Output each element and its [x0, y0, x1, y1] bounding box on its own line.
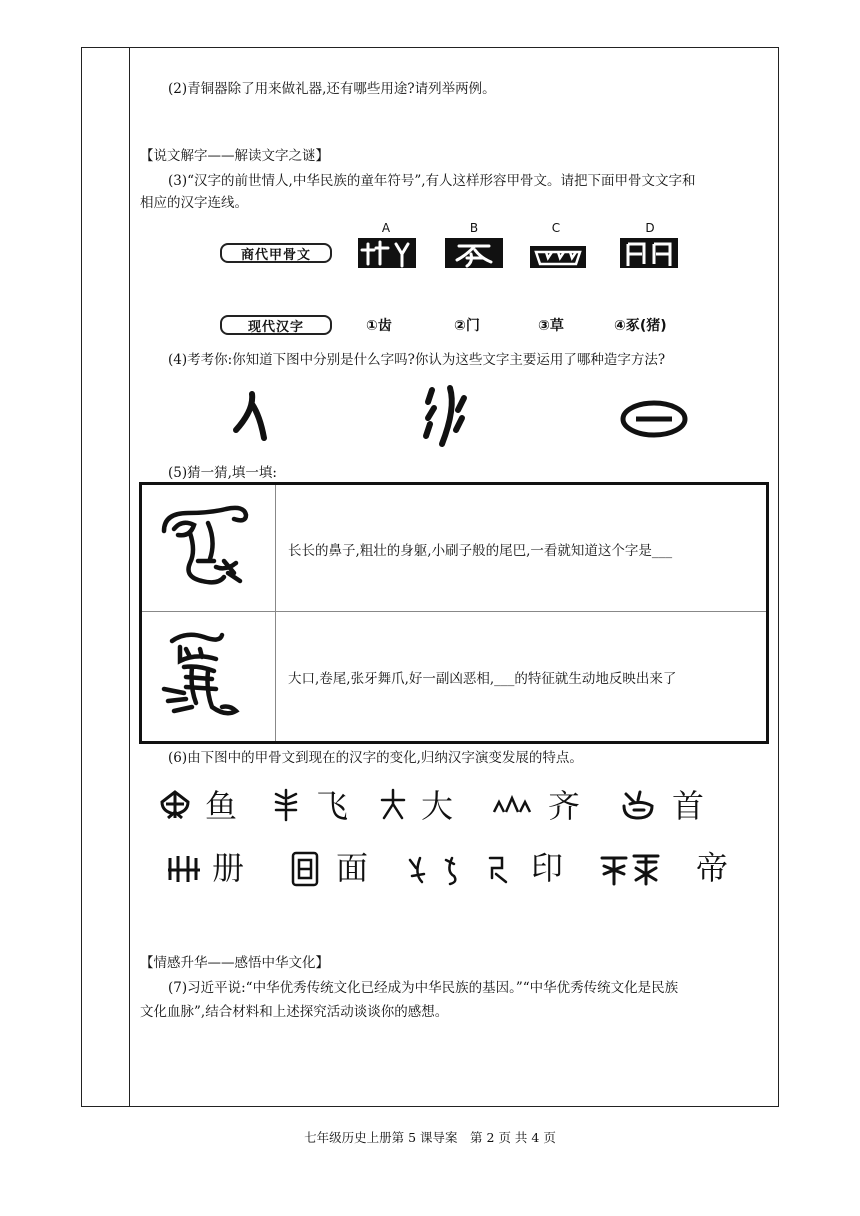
oracle-glyph-b	[445, 238, 503, 268]
oracle-glyph-book	[166, 854, 202, 884]
oracle-glyph-fish	[158, 790, 192, 820]
modern-char-3: ③草	[538, 318, 564, 334]
oracle-glyph-person	[228, 390, 278, 450]
oracle-glyph-big	[378, 788, 408, 822]
modern-chars-label: 现代汉字	[220, 315, 332, 335]
modern-char-head: 首	[672, 787, 705, 825]
modern-char-seal: 印	[531, 849, 564, 887]
oracle-bone-label: 商代甲骨文	[220, 243, 332, 263]
question-7-line1: (7)习近平说:“中华优秀传统文化已经成为中华民族的基因。”“中华优秀传统文化是民族	[168, 980, 679, 996]
oracle-glyph-a	[358, 238, 416, 268]
modern-char-book: 册	[212, 849, 245, 887]
question-2: (2)青铜器除了用来做礼器,还有哪些用途?请列举两例。	[168, 81, 496, 97]
question-5: (5)猜一猜,填一填:	[168, 465, 277, 481]
modern-char-1: ①齿	[366, 318, 392, 334]
question-4: (4)考考你:你知道下图中分别是什么字吗?你认为这些文字主要运用了哪种造字方法?	[168, 352, 666, 368]
oracle-glyph-seal	[406, 854, 516, 888]
modern-char-4: ④豖(猪)	[614, 318, 667, 334]
option-d: D	[645, 221, 655, 235]
left-column	[82, 48, 130, 1106]
riddle-row-1	[142, 485, 766, 612]
riddle-row-2	[142, 611, 766, 741]
option-c: C	[551, 221, 561, 235]
riddle-2-text: 大口,卷尾,张牙舞爪,好一副凶恶相,___的特征就生动地反映出来了	[288, 671, 677, 687]
riddle-divider	[275, 485, 276, 741]
oracle-glyph-sun	[618, 398, 690, 440]
oracle-glyph-fly	[270, 788, 302, 822]
page-footer: 七年级历史上册第 5 课导案 第 2 页 共 4 页	[304, 1130, 556, 1145]
option-b: B	[469, 221, 479, 235]
question-7-line2: 文化血脉”,结合材料和上述探究活动谈谈你的感想。	[140, 1004, 449, 1020]
modern-char-emperor: 帝	[696, 849, 729, 887]
oracle-glyph-water	[420, 384, 470, 450]
oracle-glyph-elephant	[154, 501, 254, 597]
modern-char-big: 大	[421, 787, 454, 825]
question-3-line1: (3)“汉字的前世情人,中华民族的童年符号”,有人这样形容甲骨文。请把下面甲骨文文字和	[168, 173, 696, 189]
oracle-glyph-even	[492, 796, 532, 816]
question-6: (6)由下图中的甲骨文到现在的汉字的变化,归纳汉字演变发展的特点。	[168, 750, 583, 766]
question-3-line2: 相应的汉字连线。	[140, 195, 248, 211]
oracle-glyph-c	[530, 246, 586, 268]
section-heading-2: 【情感升华——感悟中华文化】	[140, 955, 329, 971]
modern-char-even: 齐	[548, 787, 581, 825]
riddle-1-text: 长长的鼻子,粗壮的身躯,小刷子般的尾巴,一看就知道这个字是___	[288, 543, 673, 559]
modern-char-fish: 鱼	[205, 787, 238, 825]
oracle-glyph-face	[290, 850, 320, 888]
option-a: A	[381, 221, 391, 235]
oracle-glyph-d	[620, 238, 678, 268]
section-heading-1: 【说文解字——解读文字之谜】	[140, 148, 329, 164]
modern-char-fly: 飞	[316, 787, 349, 825]
oracle-glyph-tiger	[156, 627, 256, 727]
riddle-table	[139, 482, 769, 744]
modern-char-2: ②门	[454, 318, 480, 334]
oracle-glyph-head	[620, 790, 656, 822]
oracle-glyph-emperor	[598, 852, 662, 886]
modern-char-face: 面	[336, 849, 369, 887]
